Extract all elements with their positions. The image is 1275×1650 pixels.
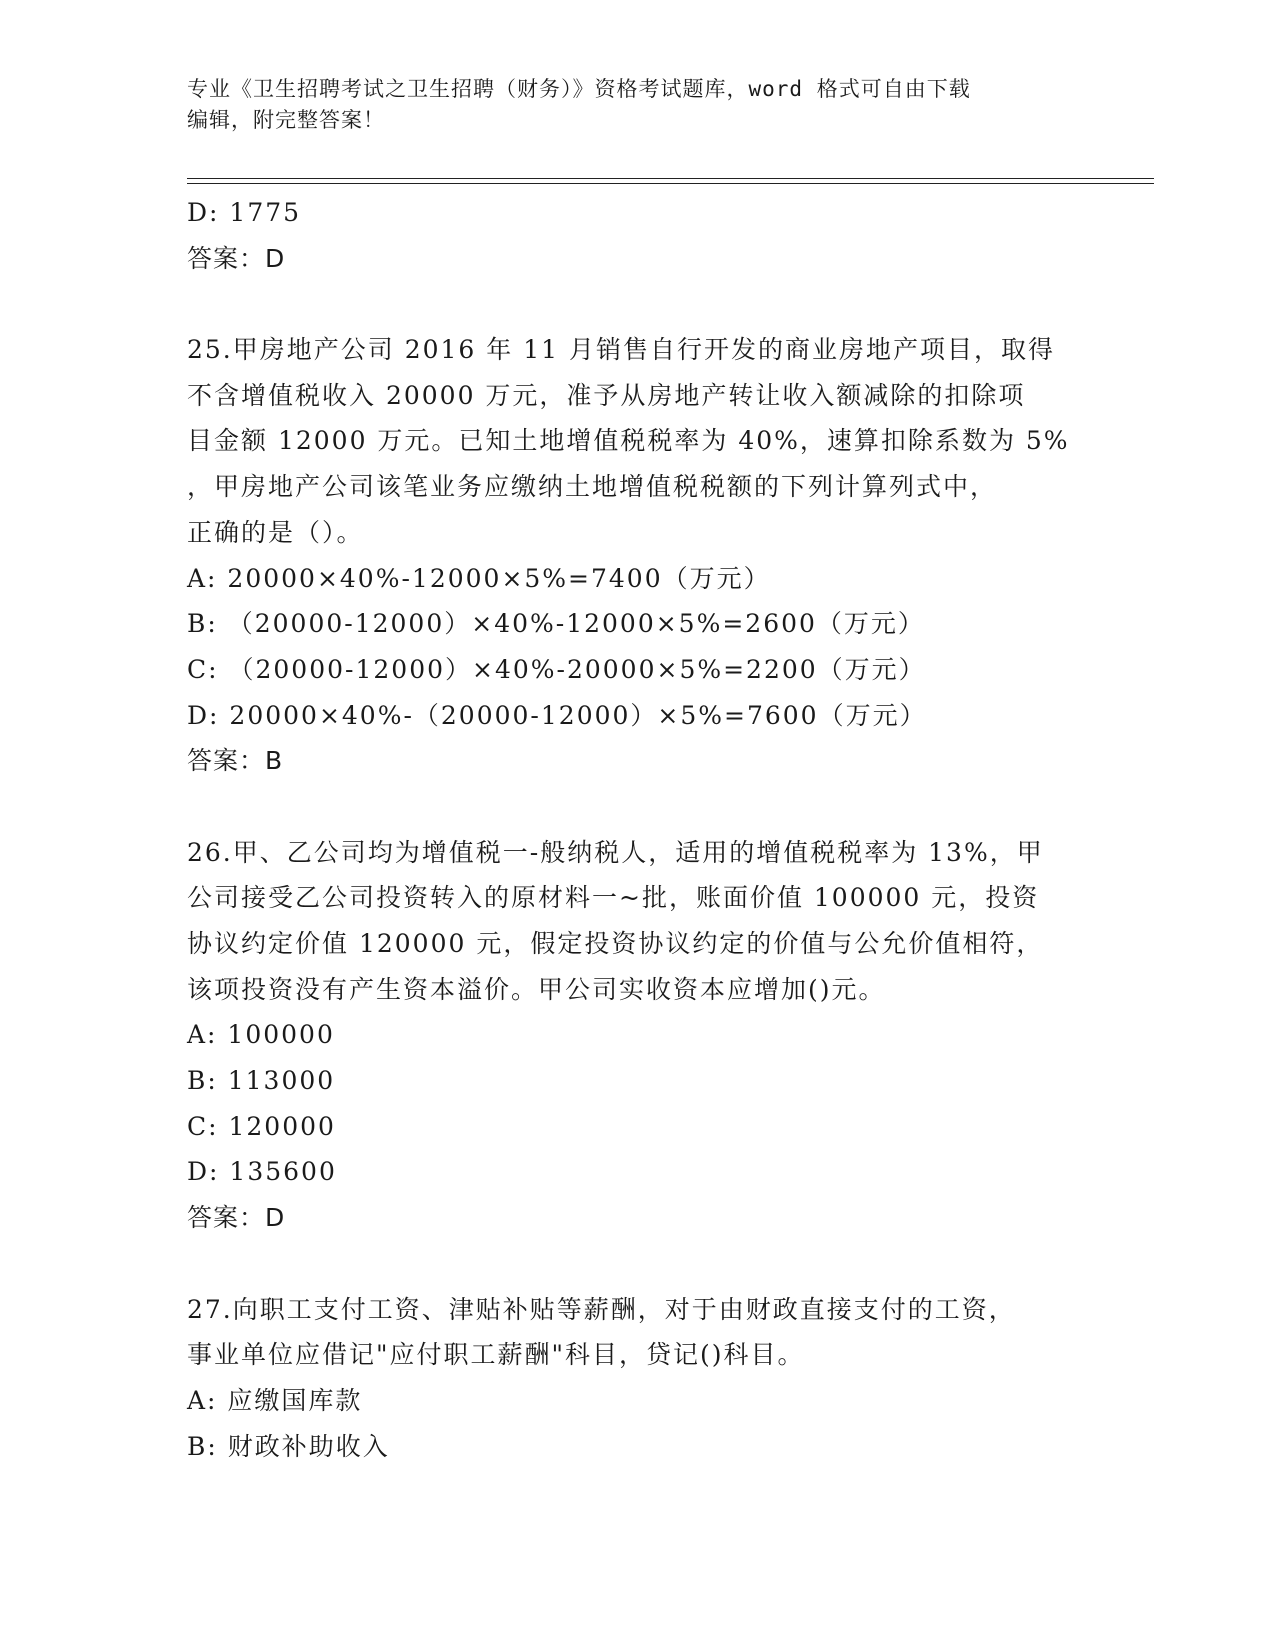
question-27 (187, 1287, 1087, 1470)
question-text-line: 正确的是（）。 (187, 517, 364, 547)
question-text-line: 26.甲、乙公司均为增值税一-般纳税人，适用的增值税税率为 13%，甲 (187, 837, 1044, 867)
question-26 (187, 830, 1087, 1241)
spacer (187, 1241, 1087, 1287)
option-b: B: （20000-12000）×40%-12000×5%=2600（万元） (187, 609, 925, 639)
option-c: C: （20000-12000）×40%-20000×5%=2200（万元） (187, 654, 926, 684)
answer: 答案：D (187, 243, 286, 273)
question-text-line: 该项投资没有产生资本溢价。甲公司实收资本应增加()元。 (187, 974, 886, 1004)
option-a: A: 应缴国库款 (187, 1385, 363, 1415)
question-25 (187, 327, 1087, 784)
question-text-line: 协议约定价值 120000 元，假定投资协议约定的价值与公允价值相符， (187, 929, 1044, 958)
spacer (187, 784, 1087, 830)
question-text-line: 事业单位应借记"应付职工薪酬"科目，贷记()科目。 (187, 1340, 805, 1370)
option-b: B: 113000 (187, 1066, 336, 1096)
option-d: D: 20000×40%-（20000-12000）×5%=7600（万元） (187, 700, 927, 730)
answer: 答案：B (187, 746, 284, 776)
question-text-line: 公司接受乙公司投资转入的原材料一~批，账面价值 100000 元，投资 (187, 883, 1040, 913)
question-text-line: 目金额 12000 万元。已知土地增值税税率为 40%，速算扣除系数为 5% (187, 426, 1070, 456)
question-content (187, 190, 1087, 1469)
question-text-line: ，甲房地产公司该笔业务应缴纳土地增值税税额的下列计算列式中， (187, 472, 998, 502)
header-line-2: 编辑，附完整答案！ (187, 108, 385, 132)
question-text-line: 27.向职工支付工资、津贴补贴等薪酬，对于由财政直接支付的工资， (187, 1294, 1016, 1324)
spacer (187, 281, 1087, 327)
document-header (187, 74, 1087, 136)
question-text-line: 不含增值税收入 20000 万元，准予从房地产转让收入额减除的扣除项 (187, 380, 1026, 410)
option-d: D: 1775 (187, 198, 302, 227)
option-a: A: 100000 (187, 1020, 335, 1050)
header-divider-top (187, 178, 1154, 179)
header-line-1: 专业《卫生招聘考试之卫生招聘（财务）》资格考试题库，word 格式可自由下载 (187, 77, 971, 101)
header-divider-bottom (187, 183, 1154, 184)
option-d: D: 135600 (187, 1157, 337, 1187)
question-text-line: 25.甲房地产公司 2016 年 11 月销售自行开发的商业房地产项目，取得 (187, 335, 1055, 365)
option-b: B: 财政补助收入 (187, 1431, 390, 1461)
option-c: C: 120000 (187, 1111, 336, 1141)
answer: 答案：D (187, 1203, 286, 1233)
option-a: A: 20000×40%-12000×5%=7400（万元） (187, 563, 771, 593)
